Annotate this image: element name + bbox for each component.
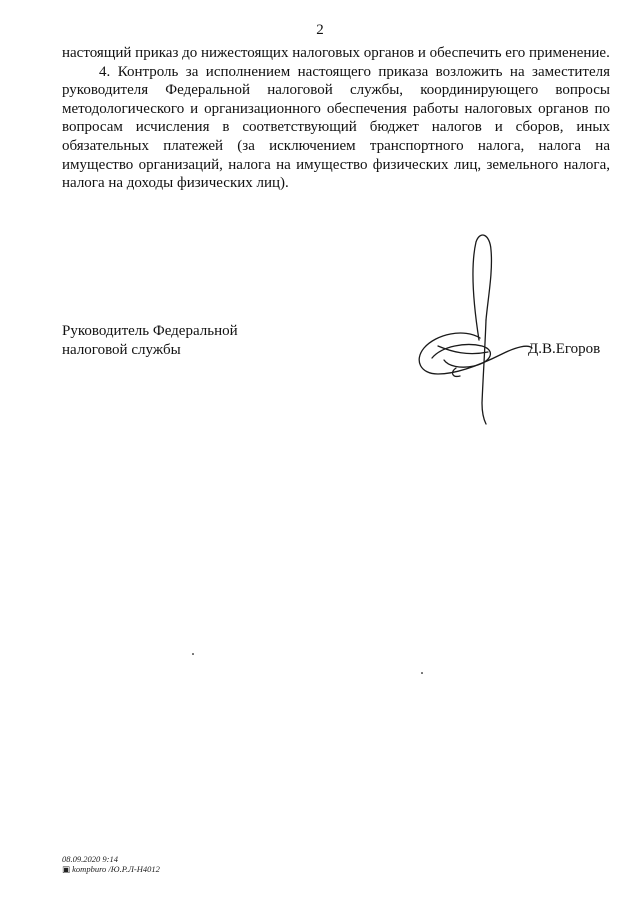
handwritten-signature bbox=[412, 228, 537, 428]
paragraph-continuation: настоящий приказ до нижестоящих налоговых органов и обеспечить его применение. bbox=[62, 45, 610, 61]
scan-speck bbox=[421, 672, 423, 674]
signatory-position-line-2: налоговой службы bbox=[62, 341, 181, 358]
signatory-position bbox=[62, 322, 262, 359]
signatory-name: Д.В.Егоров bbox=[528, 341, 601, 357]
document-body bbox=[62, 44, 610, 193]
footer-timestamp: 08.09.2020 9:14 bbox=[62, 854, 118, 864]
paragraph-item-4: 4. Контроль за исполнением настоящего приказа возложить на заместителя руководителя Федеральной налоговой службы, координирующего вопросы методологического и организационного обеспечения работы налоговых органов по вопросам исчисления в соответствующий бюджет налогов и сборов, иных обязательных платежей (за исключением транспортного налога, налога на имущество организаций, налога на имущество физических лиц, земельного налога, налога на доходы физических лиц). bbox=[62, 63, 610, 192]
footer-reference-line bbox=[62, 864, 160, 874]
signatory-position-line-1: Руководитель Федеральной bbox=[62, 323, 238, 339]
document-footer bbox=[62, 854, 160, 874]
page-number: 2 bbox=[316, 22, 324, 38]
document-icon: ▣ bbox=[62, 864, 71, 874]
footer-reference: kompburo /Ю.Р.Л-Н4012 bbox=[72, 864, 160, 874]
scan-speck bbox=[192, 653, 194, 655]
